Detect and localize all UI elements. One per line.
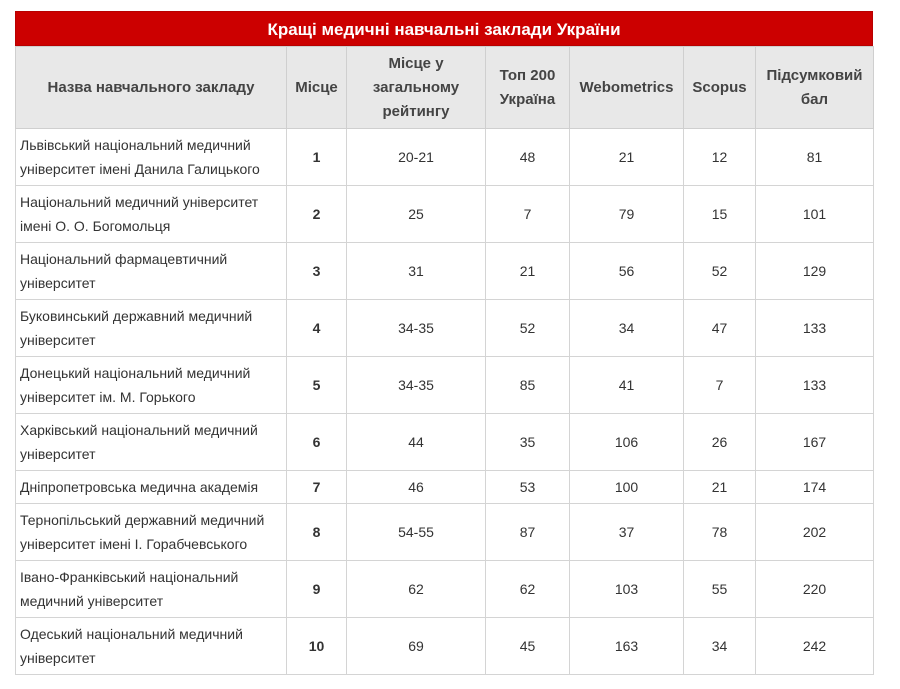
header-general-rank: Місце у загальному рейтингу (347, 47, 486, 129)
general-rank-cell: 62 (347, 561, 486, 618)
webometrics-cell: 100 (570, 471, 684, 504)
university-name: Тернопільський державний медичний університет імені І. Горабчевського (16, 504, 287, 561)
general-rank-cell: 25 (347, 186, 486, 243)
table-row (16, 129, 874, 186)
top200-cell: 35 (486, 414, 570, 471)
university-name: Буковинський державний медичний університет (16, 300, 287, 357)
webometrics-cell: 103 (570, 561, 684, 618)
header-place: Місце (287, 47, 347, 129)
place-cell: 6 (287, 414, 347, 471)
table-row (16, 561, 874, 618)
place-cell: 1 (287, 129, 347, 186)
final-score-cell: 129 (756, 243, 874, 300)
table-row (16, 357, 874, 414)
top200-cell: 7 (486, 186, 570, 243)
university-name: Харківський національний медичний університет (16, 414, 287, 471)
final-score-cell: 133 (756, 300, 874, 357)
scopus-cell: 52 (684, 243, 756, 300)
general-rank-cell: 34-35 (347, 357, 486, 414)
final-score-cell: 81 (756, 129, 874, 186)
university-name: Одеський національний медичний університет (16, 618, 287, 675)
table-title: Кращі медичні навчальні заклади України (15, 11, 873, 46)
webometrics-cell: 34 (570, 300, 684, 357)
top200-cell: 48 (486, 129, 570, 186)
scopus-cell: 26 (684, 414, 756, 471)
university-name: Національний медичний університет імені О. О. Богомольця (16, 186, 287, 243)
top200-cell: 21 (486, 243, 570, 300)
final-score-cell: 101 (756, 186, 874, 243)
header-top200: Топ 200 Україна (486, 47, 570, 129)
top200-cell: 62 (486, 561, 570, 618)
place-cell: 4 (287, 300, 347, 357)
webometrics-cell: 163 (570, 618, 684, 675)
final-score-cell: 133 (756, 357, 874, 414)
place-cell: 9 (287, 561, 347, 618)
table-row (16, 243, 874, 300)
header-scopus: Scopus (684, 47, 756, 129)
table-row (16, 414, 874, 471)
university-name: Національний фармацевтичний університет (16, 243, 287, 300)
final-score-cell: 174 (756, 471, 874, 504)
general-rank-cell: 44 (347, 414, 486, 471)
top200-cell: 45 (486, 618, 570, 675)
final-score-cell: 167 (756, 414, 874, 471)
general-rank-cell: 54-55 (347, 504, 486, 561)
webometrics-cell: 41 (570, 357, 684, 414)
general-rank-cell: 46 (347, 471, 486, 504)
scopus-cell: 78 (684, 504, 756, 561)
webometrics-cell: 106 (570, 414, 684, 471)
scopus-cell: 12 (684, 129, 756, 186)
place-cell: 3 (287, 243, 347, 300)
general-rank-cell: 69 (347, 618, 486, 675)
final-score-cell: 242 (756, 618, 874, 675)
place-cell: 10 (287, 618, 347, 675)
header-name: Назва навчального закладу (16, 47, 287, 129)
final-score-cell: 202 (756, 504, 874, 561)
webometrics-cell: 21 (570, 129, 684, 186)
webometrics-cell: 79 (570, 186, 684, 243)
header-row (16, 47, 874, 129)
university-name: Донецький національний медичний університет ім. М. Горького (16, 357, 287, 414)
top200-cell: 87 (486, 504, 570, 561)
scopus-cell: 21 (684, 471, 756, 504)
header-webometrics: Webometrics (570, 47, 684, 129)
place-cell: 5 (287, 357, 347, 414)
top200-cell: 85 (486, 357, 570, 414)
scopus-cell: 34 (684, 618, 756, 675)
place-cell: 2 (287, 186, 347, 243)
header-final-score: Підсумковий бал (756, 47, 874, 129)
scopus-cell: 47 (684, 300, 756, 357)
university-name: Івано-Франківський національний медичний університет (16, 561, 287, 618)
scopus-cell: 15 (684, 186, 756, 243)
university-name: Дніпропетровська медична академія (16, 471, 287, 504)
top200-cell: 52 (486, 300, 570, 357)
table-row (16, 186, 874, 243)
top200-cell: 53 (486, 471, 570, 504)
general-rank-cell: 34-35 (347, 300, 486, 357)
general-rank-cell: 31 (347, 243, 486, 300)
table-row (16, 504, 874, 561)
table-row (16, 618, 874, 675)
webometrics-cell: 37 (570, 504, 684, 561)
scopus-cell: 55 (684, 561, 756, 618)
university-name: Львівський національний медичний університет імені Данила Галицького (16, 129, 287, 186)
place-cell: 7 (287, 471, 347, 504)
webometrics-cell: 56 (570, 243, 684, 300)
table-row (16, 471, 874, 504)
rankings-table-container (15, 11, 873, 675)
rankings-table (15, 46, 874, 675)
general-rank-cell: 20-21 (347, 129, 486, 186)
place-cell: 8 (287, 504, 347, 561)
final-score-cell: 220 (756, 561, 874, 618)
table-row (16, 300, 874, 357)
scopus-cell: 7 (684, 357, 756, 414)
